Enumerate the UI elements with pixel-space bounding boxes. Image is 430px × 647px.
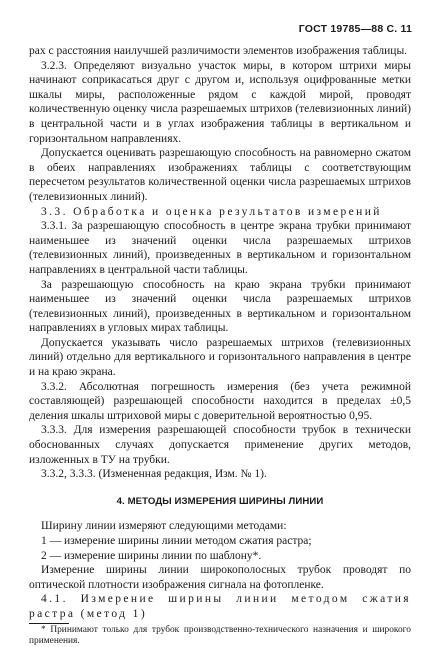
- paragraph-separate-directions: Допускается указывать число разрешаемых штрихов (телевизионных линий) отдельно для вертикального и горизонтального направления в центре и на краю экрана.: [29, 336, 411, 379]
- paragraph-3-3-3: 3.3.3. Для измерения разрешающей способности трубок в технически обоснованных случаях допускается применение других методов, изложенных в ТУ на трубки.: [29, 424, 411, 466]
- page-body: [29, 44, 411, 647]
- footnote-rule: [29, 623, 69, 624]
- section-title: 4. МЕТОДЫ ИЗМЕРЕНИЯ ШИРИНЫ ЛИНИИ: [116, 495, 324, 507]
- paragraph-3-2-3: 3.2.3. Определяют визуально участок миры, в котором штрихи миры начинают соприкасаться друг с другом и, используя оцифрованные метки шкалы миры, расположенные рядом с каждой мирой, проводят количественную оценку числа разрешаемых штрихов (телевизионных линий) в центральной части и в углах изображения таблицы в вертикальном и горизонтальном направлениях.: [29, 59, 411, 145]
- method-1-item: 1 — измерение ширины линии методом сжатия растра;: [41, 535, 312, 547]
- paragraph-methods-intro: Ширину линии измеряют следующими методами:: [41, 520, 287, 533]
- paragraph-wideband: Измерение ширины линии широкополосных трубок проводят по оптической плотности изображения сигнала на фотопленке.: [29, 564, 411, 591]
- paragraph-3-3-2: 3.3.2. Абсолютная погрешность измерения (без учета режимной составляющей) разрешающей способности находится в пределах ±0,5 деления шкалы штриховой миры с доверительной вероятностью 0,95.: [29, 380, 411, 422]
- paragraph-allowance: Допускается оценивать разрешающую способность на равномерно сжатом в обеих направлениях изображениях таблицы с соответствующим пересчетом результатов количественной оценки числа разрешаемых штрихов (телевизионных линий).: [29, 147, 411, 203]
- footnote: * Принимают только для трубок производственно-технического назначения и широкого применения.: [29, 624, 411, 646]
- paragraph-3-3-1: 3.3.1. За разрешающую способность в центре экрана трубки принимают наименьшее из значений оценки числа разрешаемых штрихов (телевизионных линий), произведенных в вертикальном и горизонтальном направлениях в центральной части таблицы.: [29, 220, 411, 276]
- paragraph-edge-resolution: За разрешающую способность на краю экрана трубки принимают наименьшее из значений оценки числа разрешаемых штрихов (телевизионных линий), произведенных в вертикальном и горизонтальном направлениях в угловых мирах таблицы.: [29, 278, 411, 335]
- subsection-heading-4-1: 4.1. Измерение ширины линии методом сжатия растра (метод 1): [29, 593, 411, 620]
- paragraph-continuation: рах с расстояния наилучшей различимости элементов изображения таблицы.: [29, 45, 408, 57]
- method-2-item: 2 — измерение ширины линии по шаблону*.: [41, 549, 262, 562]
- amendment-note: 3.3.2, 3.3.3. (Измененная редакция, Изм. № 1).: [41, 468, 267, 481]
- running-head: ГОСТ 19785—88 С. 11: [298, 23, 412, 35]
- subsection-heading-3-3: 3.3. Обработка и оценка результатов измерений: [41, 205, 382, 218]
